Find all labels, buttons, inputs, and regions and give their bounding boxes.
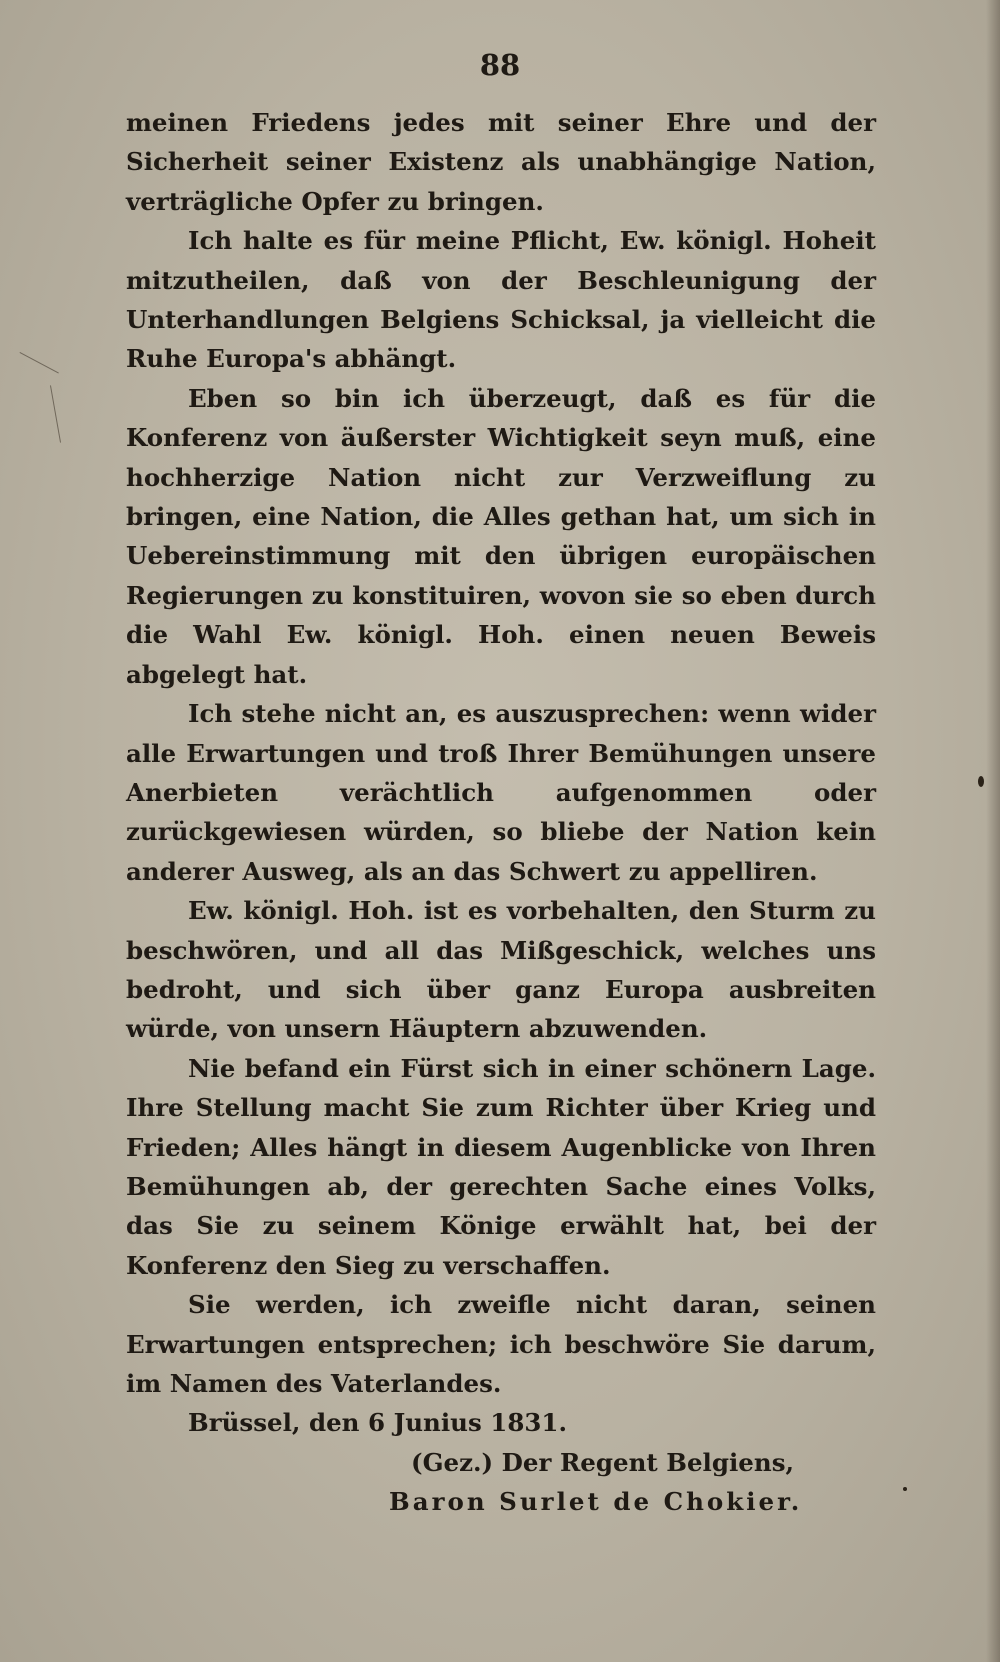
paragraph-2: Ich halte es für meine Pflicht, Ew. königl. Hoheit mitzutheilen, daß von der Beschleunigung der Unterhandlungen Belgiens Schicksal, ja vielleicht die Ruhe Europa's abhängt. (126, 226, 876, 374)
paragraph-6: Nie befand ein Fürst sich in einer schönern Lage. Ihre Stellung macht Sie zum Richter über Krieg und Frieden; Alles hängt in diesem Augenblicke von Ihren Bemühungen ab, der gerechten Sache eines Volks, das Sie zu seinem Könige erwählt hat, bei der Konferenz den Sieg zu verschaffen. (126, 1053, 876, 1280)
paragraph-5: Ew. königl. Hoh. ist es vorbehalten, den Sturm zu beschwören, und all das Mißgeschick, welches uns bedroht, und sich über ganz Europa ausbreiten würde, von unsern Häuptern abzuwenden. (126, 896, 876, 1044)
ink-speck (978, 776, 984, 787)
paper-scratch (20, 352, 59, 374)
page-number: 88 (479, 48, 521, 82)
ink-speck (903, 1487, 907, 1491)
signature-date-line: Brüssel, den 6 Junius 1831. (188, 1408, 567, 1438)
paragraph-4: Ich stehe nicht an, es auszusprechen: wenn wider alle Erwartungen und troß Ihrer Bemühungen unsere Anerbieten verächtlich aufgenommen oder zurückgewiesen würden, so bliebe der Nation kein anderer Ausweg, als an das Schwert zu appelliren. (126, 699, 876, 886)
paragraph-3: Eben so bin ich überzeugt, daß es für die Konferenz von äußerster Wichtigkeit seyn muß, eine hochherzige Nation nicht zur Verzweiflung zu bringen, eine Nation, die Alles gethan hat, um sich in Uebereinstimmung mit den übrigen europäischen Regierungen zu konstituiren, wovon sie so eben durch die Wahl Ew. königl. Hoh. einen neuen Beweis abgelegt hat. (126, 383, 876, 689)
paragraph-7: Sie werden, ich zweifle nicht daran, seinen Erwartungen entsprechen; ich beschwöre Sie darum, im Namen des Vaterlandes. (126, 1290, 876, 1398)
body-text (126, 103, 876, 1522)
page-edge-shadow (986, 0, 1000, 1662)
signature-name-line: Baron Surlet de Chokier. (389, 1487, 803, 1517)
signature-title-line: (Gez.) Der Regent Belgiens, (411, 1447, 795, 1477)
paragraph-1: meinen Friedens jedes mit seiner Ehre und der Sicherheit seiner Existenz als unabhängige Nation, verträgliche Opfer zu bringen. (126, 108, 876, 216)
paper-scratch (50, 385, 61, 442)
